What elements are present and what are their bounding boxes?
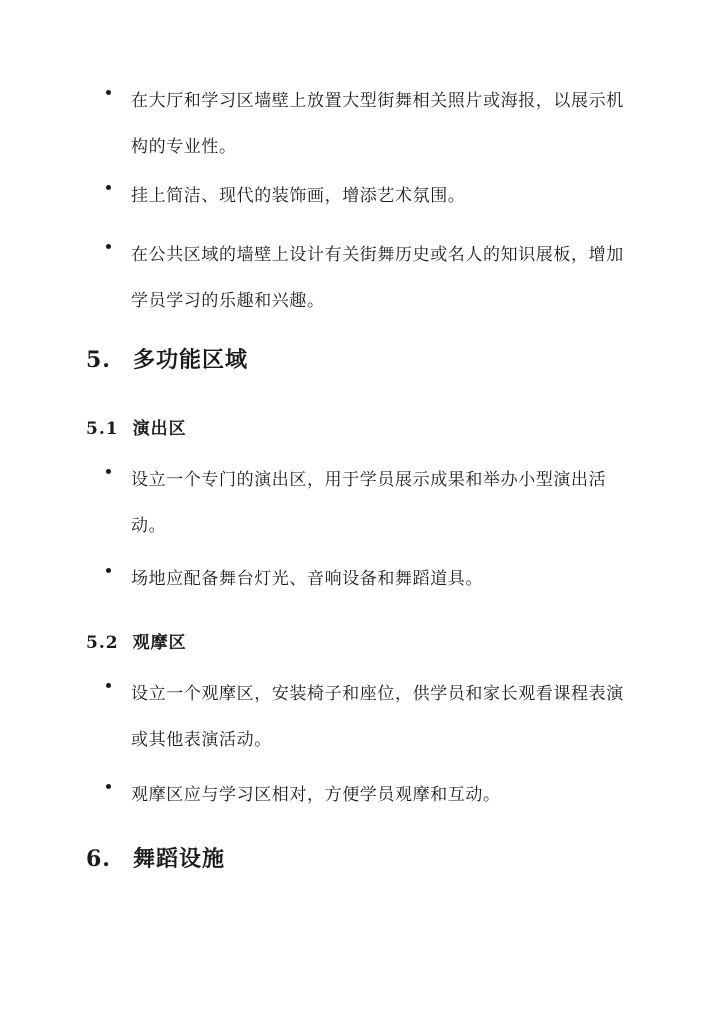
list-item-text: 设立一个专门的演出区，用于学员展示成果和举办小型演出活动。 [131,470,607,536]
section-heading [86,343,248,374]
list-item [106,78,626,170]
subsection-heading [86,414,187,439]
subsection-number: 5.2 [86,633,119,653]
list-item-text: 在公共区域的墙壁上设计有关街舞历史或名人的知识展板，增加学员学习的乐趣和兴趣。 [131,245,624,311]
list-item-text: 挂上简洁、现代的装饰画，增添艺术氛围。 [131,186,466,206]
bullet-icon [106,568,111,573]
list-item [106,457,626,549]
list-item-text: 在大厅和学习区墙壁上放置大型街舞相关照片或海报，以展示机构的专业性。 [131,91,624,157]
list-item [106,556,626,602]
list-item [106,671,626,763]
bullet-icon [106,185,111,190]
list-item [106,772,626,818]
section-title: 舞蹈设施 [132,846,225,872]
list-item-text: 场地应配备舞台灯光、音响设备和舞蹈道具。 [131,569,483,589]
bullet-icon [106,683,111,688]
bullet-icon [106,469,111,474]
subsection-number: 5.1 [86,419,119,439]
subsection-title: 观摩区 [132,633,187,653]
list-item-text: 观摩区应与学习区相对，方便学员观摩和互动。 [131,785,501,805]
section-number: 6. [86,846,111,872]
bullet-icon [106,244,111,249]
section-number: 5. [86,347,111,373]
list-item [106,232,626,324]
list-item [106,173,626,219]
section-heading [86,842,225,873]
subsection-heading [86,628,187,653]
bullet-icon [106,784,111,789]
bullet-icon [106,90,111,95]
section-title: 多功能区域 [132,347,248,373]
subsection-title: 演出区 [132,419,187,439]
list-item-text: 设立一个观摩区，安装椅子和座位，供学员和家长观看课程表演或其他表演活动。 [131,684,624,750]
